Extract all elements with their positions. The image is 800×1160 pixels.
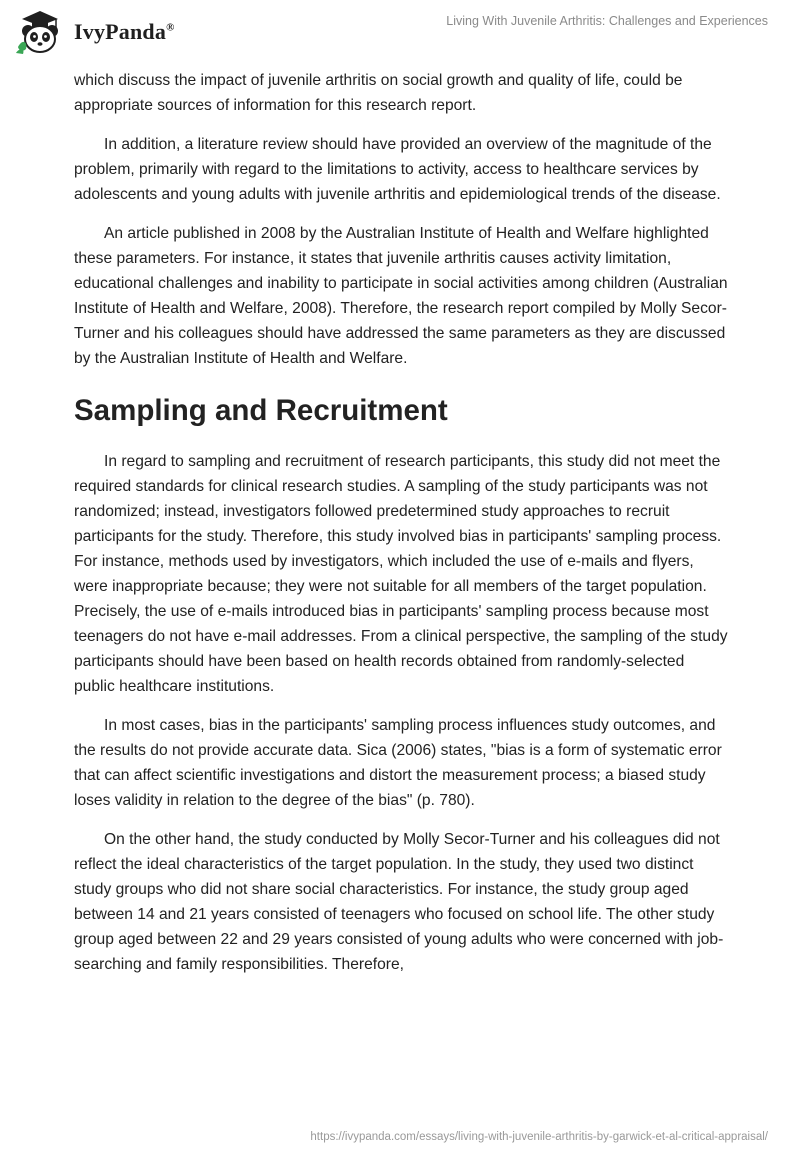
panda-logo-icon — [14, 9, 66, 55]
source-url[interactable]: https://ivypanda.com/essays/living-with-juvenile-arthritis-by-garwick-et-al-critical-appraisal/ — [310, 1131, 768, 1143]
paragraph-bias: In most cases, bias in the participants' sampling process influences study outcomes, and the results do not provide accurate data. Sica (2006) states, "bias is a form of systematic error that can affect scientific investigations and distort the measurement process; a biased study loses validity in relation to the degree of the bias" (p. 780). — [74, 717, 722, 809]
paragraph-aihw-article: An article published in 2008 by the Australian Institute of Health and Welfare highlighted these parameters. For instance, it states that juvenile arthritis causes activity limitation, educational challenges and inability to participate in social activities among children (Australian Institute of Health and Welfare, 2008). Therefore, the research report compiled by Molly Secor-Turner and his colleagues should have addressed the same parameters as they are discussed by the Australian Institute of Health and Welfare. — [74, 225, 728, 367]
paragraph-population: On the other hand, the study conducted by Molly Secor-Turner and his colleagues did not reflect the ideal characteristics of the target population. In the study, they used two distinct study groups who did not share social characteristics. For instance, the study group aged between 14 and 21 years consisted of teenagers who focused on school life. The other study group aged between 22 and 29 years consisted of young adults who were concerned with job-searching and family responsibilities. Therefore, — [74, 831, 724, 973]
brand-name: IvyPanda® — [74, 19, 175, 44]
document-title: Living With Juvenile Arthritis: Challenges and Experiences — [446, 14, 768, 28]
registered-mark: ® — [166, 21, 175, 34]
ivypanda-logo[interactable] — [14, 9, 175, 55]
section-heading: Sampling and Recruitment — [74, 394, 448, 427]
page-header — [0, 0, 800, 66]
paragraph-literature-review: In addition, a literature review should have provided an overview of the magnitude of the problem, primarily with regard to the limitations to activity, access to healthcare services by adolescents and young adults with juvenile arthritis and epidemiological trends of the disease. — [74, 136, 721, 203]
paragraph-continuation: which discuss the impact of juvenile arthritis on social growth and quality of life, could be appropriate sources of information for this research report. — [74, 72, 683, 114]
essay-content — [74, 68, 728, 991]
paragraph-sampling: In regard to sampling and recruitment of research participants, this study did not meet the required standards for clinical research studies. A sampling of the study participants was not randomized; instead, investigators followed predetermined study approaches to recruit participants for the study. Therefore, this study involved bias in participants' sampling process. For instance, methods used by investigators, which included the use of e-mails and flyers, were inappropriate because; they were not suitable for all members of the target population. Precisely, the use of e-mails introduced bias in participants' sampling process because most teenagers do not have e-mail addresses. From a clinical perspective, the sampling of the study participants should have been based on health records obtained from randomly-selected public healthcare institutions. — [74, 453, 728, 695]
